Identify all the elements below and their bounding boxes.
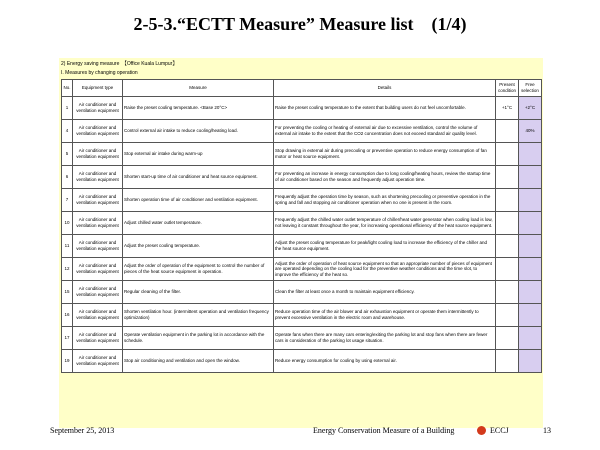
cell-no: 4 — [62, 120, 73, 143]
cell-details: For preventing an increase in energy consumption due to long cooling/heating hours, review the startup time of air conditioner based on the season and frequently adjust operation time. — [274, 166, 496, 189]
cell-details: Clean the filter at least once a month to maintain equipment efficiency. — [274, 281, 496, 304]
cell-details: Operate fans when there are many cars entering/exiting the parking lot and stop fans when there are fewer cars in consideration of the parking lot usage situation. — [274, 327, 496, 350]
cell-free-selection[interactable]: +2°C — [519, 97, 542, 120]
cell-equipment-type: Air conditioner and ventilation equipment — [73, 189, 123, 212]
header-measure: Measure — [123, 80, 274, 97]
cell-details: Stop drawing in external air during precooling or preventive operation to reduce energy consumption of fan motor or heat source equipment. — [274, 143, 496, 166]
header-present-condition: Present condition — [496, 80, 519, 97]
cell-present-condition — [496, 350, 519, 373]
measure-sheet — [59, 58, 543, 428]
cell-measure: Shorten start-up time of air conditioner and heat source equipment. — [123, 166, 274, 189]
cell-measure: Shorten operation time of air conditioner and ventilation equipment. — [123, 189, 274, 212]
cell-free-selection[interactable] — [519, 166, 542, 189]
cell-present-condition — [496, 235, 519, 258]
cell-equipment-type: Air conditioner and ventilation equipment — [73, 166, 123, 189]
cell-free-selection[interactable] — [519, 350, 542, 373]
cell-measure: Adjust the order of operation of the equipment to control the number of pieces of the heat source equipment in operation. — [123, 258, 274, 281]
cell-equipment-type: Air conditioner and ventilation equipment — [73, 235, 123, 258]
header-equipment-type: Equipment type — [73, 80, 123, 97]
cell-measure: Raise the preset cooling temperature. <Base 20°C> — [123, 97, 274, 120]
cell-equipment-type: Air conditioner and ventilation equipment — [73, 97, 123, 120]
cell-measure: Shorten ventilation hour. (intermittent operation and ventilation frequency optimization) — [123, 304, 274, 327]
cell-no: 6 — [62, 166, 73, 189]
cell-present-condition — [496, 120, 519, 143]
footer-org: ECCJ — [490, 426, 509, 435]
cell-no: 12 — [62, 258, 73, 281]
cell-measure: Regular cleaning of the filter. — [123, 281, 274, 304]
cell-no: 17 — [62, 327, 73, 350]
page-number: 13 — [543, 426, 551, 435]
cell-free-selection[interactable] — [519, 327, 542, 350]
footer-title: Energy Conservation Measure of a Building — [313, 426, 455, 435]
cell-equipment-type: Air conditioner and ventilation equipment — [73, 212, 123, 235]
eccj-logo-icon — [477, 426, 486, 435]
sheet-section-line: I. Measures by changing operation — [61, 70, 138, 76]
cell-present-condition — [496, 327, 519, 350]
sheet-header-line: 2) Energy saving measure 【Office Kuala Lumpur】 — [61, 61, 178, 67]
cell-measure: Adjust the preset cooling temperature. — [123, 235, 274, 258]
cell-present-condition — [496, 143, 519, 166]
cell-equipment-type: Air conditioner and ventilation equipment — [73, 258, 123, 281]
table-row — [62, 143, 542, 166]
cell-present-condition — [496, 189, 519, 212]
cell-measure: Control external air intake to reduce cooling/heating load. — [123, 120, 274, 143]
cell-equipment-type: Air conditioner and ventilation equipment — [73, 143, 123, 166]
cell-present-condition: +1°C — [496, 97, 519, 120]
cell-details: Raise the preset cooling temperature to the extent that building users do not feel uncomfortable. — [274, 97, 496, 120]
cell-free-selection[interactable] — [519, 304, 542, 327]
cell-no: 15 — [62, 281, 73, 304]
cell-free-selection[interactable] — [519, 235, 542, 258]
cell-no: 5 — [62, 143, 73, 166]
footer-date: September 25, 2013 — [50, 426, 115, 435]
table-row — [62, 304, 542, 327]
table-row — [62, 235, 542, 258]
slide-title: 2-5-3.“ECTT Measure” Measure list (1/4) — [133, 14, 467, 34]
cell-free-selection[interactable] — [519, 258, 542, 281]
table-header-row — [62, 80, 542, 97]
table-row — [62, 212, 542, 235]
cell-details: Adjust the order of operation of heat source equipment so that an appropriate number of pieces of equipment are operated depending on the cooling load for the preventive weather conditions and the time slot, to improve the efficiency of the heat so. — [274, 258, 496, 281]
cell-free-selection[interactable] — [519, 143, 542, 166]
table-row — [62, 97, 542, 120]
cell-details: Adjust the preset cooling temperature for peak/light cooling load to increase the efficiency of the chiller and the heat source equipment. — [274, 235, 496, 258]
table-row — [62, 166, 542, 189]
cell-measure: Adjust chilled water outlet temperature. — [123, 212, 274, 235]
cell-no: 1 — [62, 97, 73, 120]
cell-equipment-type: Air conditioner and ventilation equipment — [73, 327, 123, 350]
header-details: Details — [274, 80, 496, 97]
cell-equipment-type: Air conditioner and ventilation equipment — [73, 304, 123, 327]
table-row — [62, 350, 542, 373]
cell-no: 10 — [62, 212, 73, 235]
cell-equipment-type: Air conditioner and ventilation equipment — [73, 350, 123, 373]
cell-measure: Stop air conditioning and ventilation and open the window. — [123, 350, 274, 373]
cell-present-condition — [496, 166, 519, 189]
cell-free-selection[interactable] — [519, 189, 542, 212]
table-row — [62, 120, 542, 143]
cell-equipment-type: Air conditioner and ventilation equipment — [73, 120, 123, 143]
cell-no: 11 — [62, 235, 73, 258]
cell-no: 19 — [62, 350, 73, 373]
cell-details: Reduce energy consumption for cooling by using external air. — [274, 350, 496, 373]
cell-details: Frequently adjust the chilled water outlet temperature of chiller/heat water generator when cooling load is low, not leaving it constant throughout the year, for increasing operational efficiency of the heat source equipment. — [274, 212, 496, 235]
cell-free-selection[interactable] — [519, 281, 542, 304]
cell-present-condition — [496, 304, 519, 327]
cell-present-condition — [496, 212, 519, 235]
measure-table — [61, 79, 542, 373]
table-row — [62, 327, 542, 350]
table-row — [62, 281, 542, 304]
table-row — [62, 189, 542, 212]
cell-equipment-type: Air conditioner and ventilation equipment — [73, 281, 123, 304]
cell-measure: Stop external air intake during warm-up — [123, 143, 274, 166]
table-row — [62, 258, 542, 281]
cell-details: Frequently adjust the operation time by season, such as shortening precooling or preventive operation in the spring and fall and stopping air conditioner operation when no one is present in the room. — [274, 189, 496, 212]
cell-free-selection[interactable] — [519, 212, 542, 235]
cell-details: Reduce operation time of the air blower and air exhaustion equipment or operate them intermittently to prevent excessive ventilation in the electric room and warehouse. — [274, 304, 496, 327]
cell-no: 16 — [62, 304, 73, 327]
cell-no: 7 — [62, 189, 73, 212]
cell-present-condition — [496, 258, 519, 281]
cell-details: For preventing the cooling or heating of external air due to excessive ventilation, control the volume of external air intake to the extent that the CO2 concentration does not exceed standard air quality level. — [274, 120, 496, 143]
cell-measure: Operate ventilation equipment in the parking lot in accordance with the schedule. — [123, 327, 274, 350]
cell-free-selection[interactable]: 40% — [519, 120, 542, 143]
header-free-selection: Free selection — [519, 80, 542, 97]
cell-present-condition — [496, 281, 519, 304]
header-no: No. — [62, 80, 73, 97]
